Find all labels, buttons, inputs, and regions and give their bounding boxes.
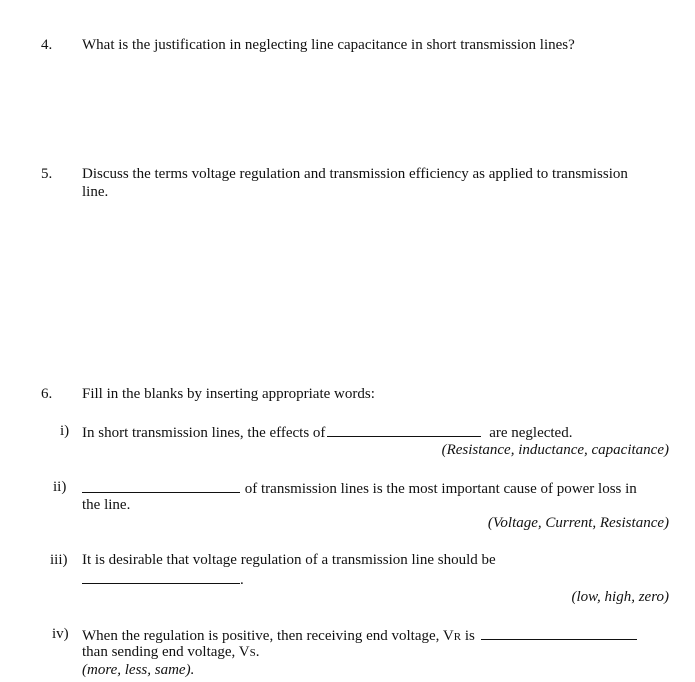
item-iv-mid: is xyxy=(461,628,475,644)
item-i-after: are neglected. xyxy=(489,425,573,441)
item-ii-line xyxy=(82,478,637,498)
item-iv-hint: (more, less, same). xyxy=(82,662,195,678)
item-iii-label: iii) xyxy=(50,552,68,568)
item-ii-blank[interactable] xyxy=(82,478,240,493)
item-ii-label: ii) xyxy=(53,479,67,495)
item-ii-after: of transmission lines is the most important cause of power loss in xyxy=(244,481,637,497)
question-4-text: What is the justification in neglecting line capacitance in short transmission lines? xyxy=(82,37,575,53)
item-ii-hint: (Voltage, Current, Resistance) xyxy=(487,515,669,531)
item-i-line xyxy=(82,422,572,442)
question-4-number: 4. xyxy=(41,37,53,53)
item-iii-end: . xyxy=(240,572,244,588)
item-iii-hint: (low, high, zero) xyxy=(571,589,669,605)
item-i-hint: (Resistance, inductance, capacitance) xyxy=(441,442,669,458)
item-iv-line2 xyxy=(82,643,259,662)
item-iv-label: iv) xyxy=(52,626,69,642)
item-i-before: In short transmission lines, the effects of xyxy=(82,425,326,441)
item-ii-line2: the line. xyxy=(82,497,131,513)
item-iv-before: When the regulation is positive, then receiving end voltage, V xyxy=(82,628,454,644)
question-6-text: Fill in the blanks by inserting appropriate words: xyxy=(82,386,375,402)
item-i-blank[interactable] xyxy=(327,422,481,437)
item-iii-blank[interactable] xyxy=(82,569,240,584)
question-6-number: 6. xyxy=(41,386,53,402)
item-iv-line2-before: than sending end voltage, V xyxy=(82,644,250,660)
item-iii-text: It is desirable that voltage regulation of a transmission line should be xyxy=(82,552,496,568)
question-5-text-line2: line. xyxy=(82,184,109,200)
item-iii-line2 xyxy=(82,569,244,589)
item-iv-sub-s: S xyxy=(249,647,256,659)
item-iv-line2-after: . xyxy=(255,644,260,660)
item-i-label: i) xyxy=(60,423,70,439)
question-5-number: 5. xyxy=(41,166,53,182)
item-iv-sub-r: R xyxy=(453,631,462,643)
question-5-text-line1: Discuss the terms voltage regulation and transmission efficiency as applied to transmission xyxy=(82,166,628,182)
item-iv-blank[interactable] xyxy=(481,625,637,640)
